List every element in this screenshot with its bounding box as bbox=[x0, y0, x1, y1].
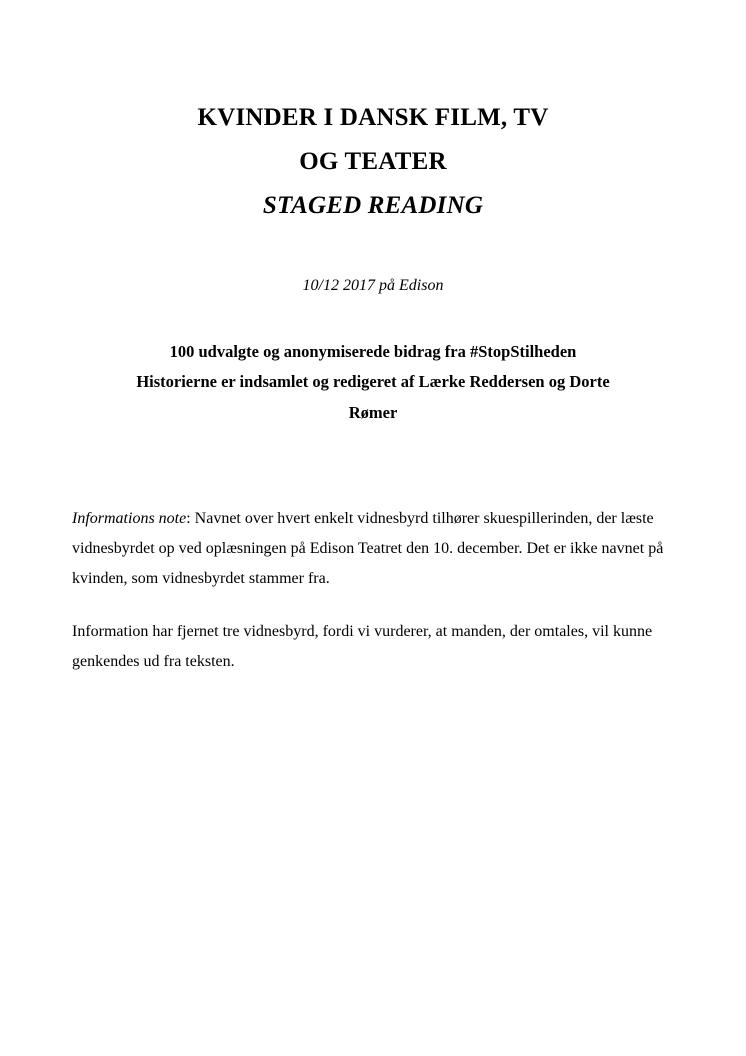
credits-line-1: 100 udvalgte og anonymiserede bidrag fra #StopStilheden bbox=[169, 341, 577, 361]
informations-note-paragraph bbox=[72, 504, 674, 593]
credits-line-2: Historierne er indsamlet og redigeret af Lærke Reddersen og Dorte bbox=[136, 372, 610, 392]
page-subtitle: STAGED READING bbox=[262, 191, 484, 219]
page-title-line-1: KVINDER I DANSK FILM, TV bbox=[197, 104, 549, 131]
credits-line-3: Rømer bbox=[348, 402, 398, 422]
body-text bbox=[72, 504, 674, 676]
informations-note-text: : Navnet over hvert enkelt vidnesbyrd tilhører skuespillerinden, der læste vidnesbyrdet op ved oplæsningen på Edison Teatret den 10. december. Det er ikke navnet på kvinden, som vidnesbyrdet stammer fra. bbox=[72, 510, 664, 587]
informations-note-label: Informations note bbox=[72, 510, 187, 528]
page-title-line-2: OG TEATER bbox=[299, 147, 447, 175]
event-date: 10/12 2017 på Edison bbox=[302, 277, 444, 295]
page-title bbox=[72, 96, 674, 227]
body-paragraph-2: Information har fjernet tre vidnesbyrd, fordi vi vurderer, at manden, der omtales, vil kunne genkendes ud fra teksten. bbox=[72, 623, 653, 670]
credits-block bbox=[72, 337, 674, 429]
